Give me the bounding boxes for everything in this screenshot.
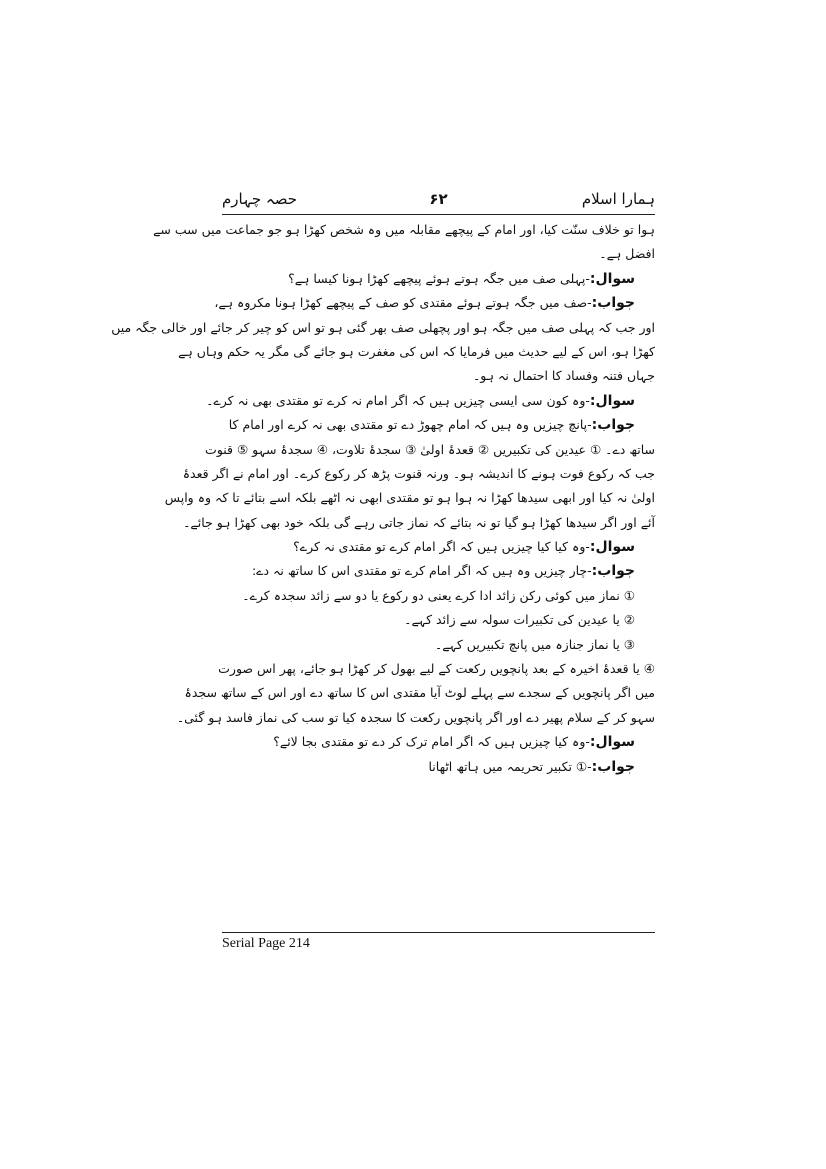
header-rule (222, 214, 655, 215)
text-line: آئے اور اگر سیدھا کھڑا ہو گیا تو نہ بتائے کہ نماز جاتی رہے گی بلکہ خود بھی کھڑا ہو جائے۔ (183, 514, 655, 530)
text-line: اولیٰ نہ کیا اور ابھی سیدھا کھڑا نہ ہوا ہو تو مقتدی ابھی نہ اٹھے بلکہ اسے بتائے تا کہ وہ واپس (164, 490, 655, 506)
text-line: سہو کر کے سلام پھیر دے اور اگر پانچویں رکعت کا سجدہ کیا تو سب کی نماز فاسد ہو گئی۔ (176, 709, 655, 725)
body-text (111, 218, 655, 779)
text-line: کھڑا ہو، اس کے لیے حدیث میں فرمایا کہ اس کی مغفرت ہو جائے گی مگر یہ حکم وہاں ہے (178, 343, 655, 359)
text-line: ساتھ دے۔ ① عیدین کی تکبیریں ② قعدۂ اولیٰ ③ سجدۂ تلاوت، ④ سجدۂ سہو ⑤ قنوت (205, 441, 655, 457)
text-line: ہوا تو خلاف سنّت کیا، اور امام کے پیچھے مقابلہ میں وہ شخص کھڑا ہو جو جماعت میں سب سے (153, 222, 655, 237)
answer-line: جواب:-① تکبیر تحریمہ میں ہاتھ اٹھانا (428, 758, 635, 775)
footer-rule (222, 932, 655, 933)
part-title: حصہ چہارم (222, 190, 297, 208)
list-item: ② یا عیدین کی تکبیرات سولہ سے زائد کہے۔ (404, 612, 635, 628)
serial-page-label: Serial Page 214 (222, 936, 310, 951)
text-line: جہاں فتنہ وفساد کا احتمال نہ ہو۔ (472, 368, 655, 384)
page-header (222, 190, 655, 212)
question-line: سوال:-وہ کیا کیا چیزیں ہیں کہ اگر امام کرے تو مقتدی نہ کرے؟ (293, 539, 635, 556)
answer-line: جواب:-چار چیزیں وہ ہیں کہ اگر امام کرے تو مقتدی اس کا ساتھ نہ دے: (251, 563, 635, 580)
page-number: ۶۲ (429, 190, 448, 208)
list-item: ① نماز میں کوئی رکن زائد ادا کرے یعنی دو رکوع یا دو سے زائد سجدہ کرے۔ (242, 587, 635, 603)
list-item: ④ یا قعدۂ اخیرہ کے بعد پانچویں رکعت کے لیے بھول کر کھڑا ہو جائے، پھر اس صورت (218, 661, 655, 677)
question-line: سوال:-وہ کون سی ایسی چیزیں ہیں کہ اگر امام نہ کرے تو مقتدی بھی نہ کرے۔ (206, 392, 635, 409)
text-line: افضل ہے۔ (599, 246, 655, 262)
question-line: سوال:-پہلی صف میں جگہ ہوتے ہوئے پیچھے کھڑا ہونا کیسا ہے؟ (288, 270, 635, 287)
text-line: جب کہ رکوع فوت ہونے کا اندیشہ ہو۔ ورنہ قنوت پڑھ کر رکوع کرے۔ اور امام نے اگر قعدۂ (182, 465, 655, 481)
book-title: ہمارا اسلام (581, 190, 655, 208)
page-content (111, 190, 655, 775)
answer-line: جواب:-صف میں جگہ ہوتے ہوئے مقتدی کو صف کے پیچھے کھڑا ہونا مکروہ ہے، (214, 295, 635, 312)
text-line: اور جب کہ پہلی صف میں جگہ ہو اور پچھلی صف بھر گئی ہو تو اس کو چیر کر جائے اور خالی جگہ میں (111, 319, 655, 335)
answer-line: جواب:-پانچ چیزیں وہ ہیں کہ امام چھوڑ دے تو مقتدی بھی نہ کرے اور امام کا (228, 417, 635, 434)
question-line: سوال:-وہ کیا چیزیں ہیں کہ اگر امام ترک کر دے تو مقتدی بجا لائے؟ (273, 734, 635, 751)
text-line: میں اگر پانچویں کے سجدے سے پہلے لوٹ آیا مقتدی اس کا ساتھ دے اور اس کے ساتھ سجدۂ (184, 685, 655, 701)
list-item: ③ یا نماز جنازہ میں پانچ تکبیریں کہے۔ (434, 636, 635, 652)
